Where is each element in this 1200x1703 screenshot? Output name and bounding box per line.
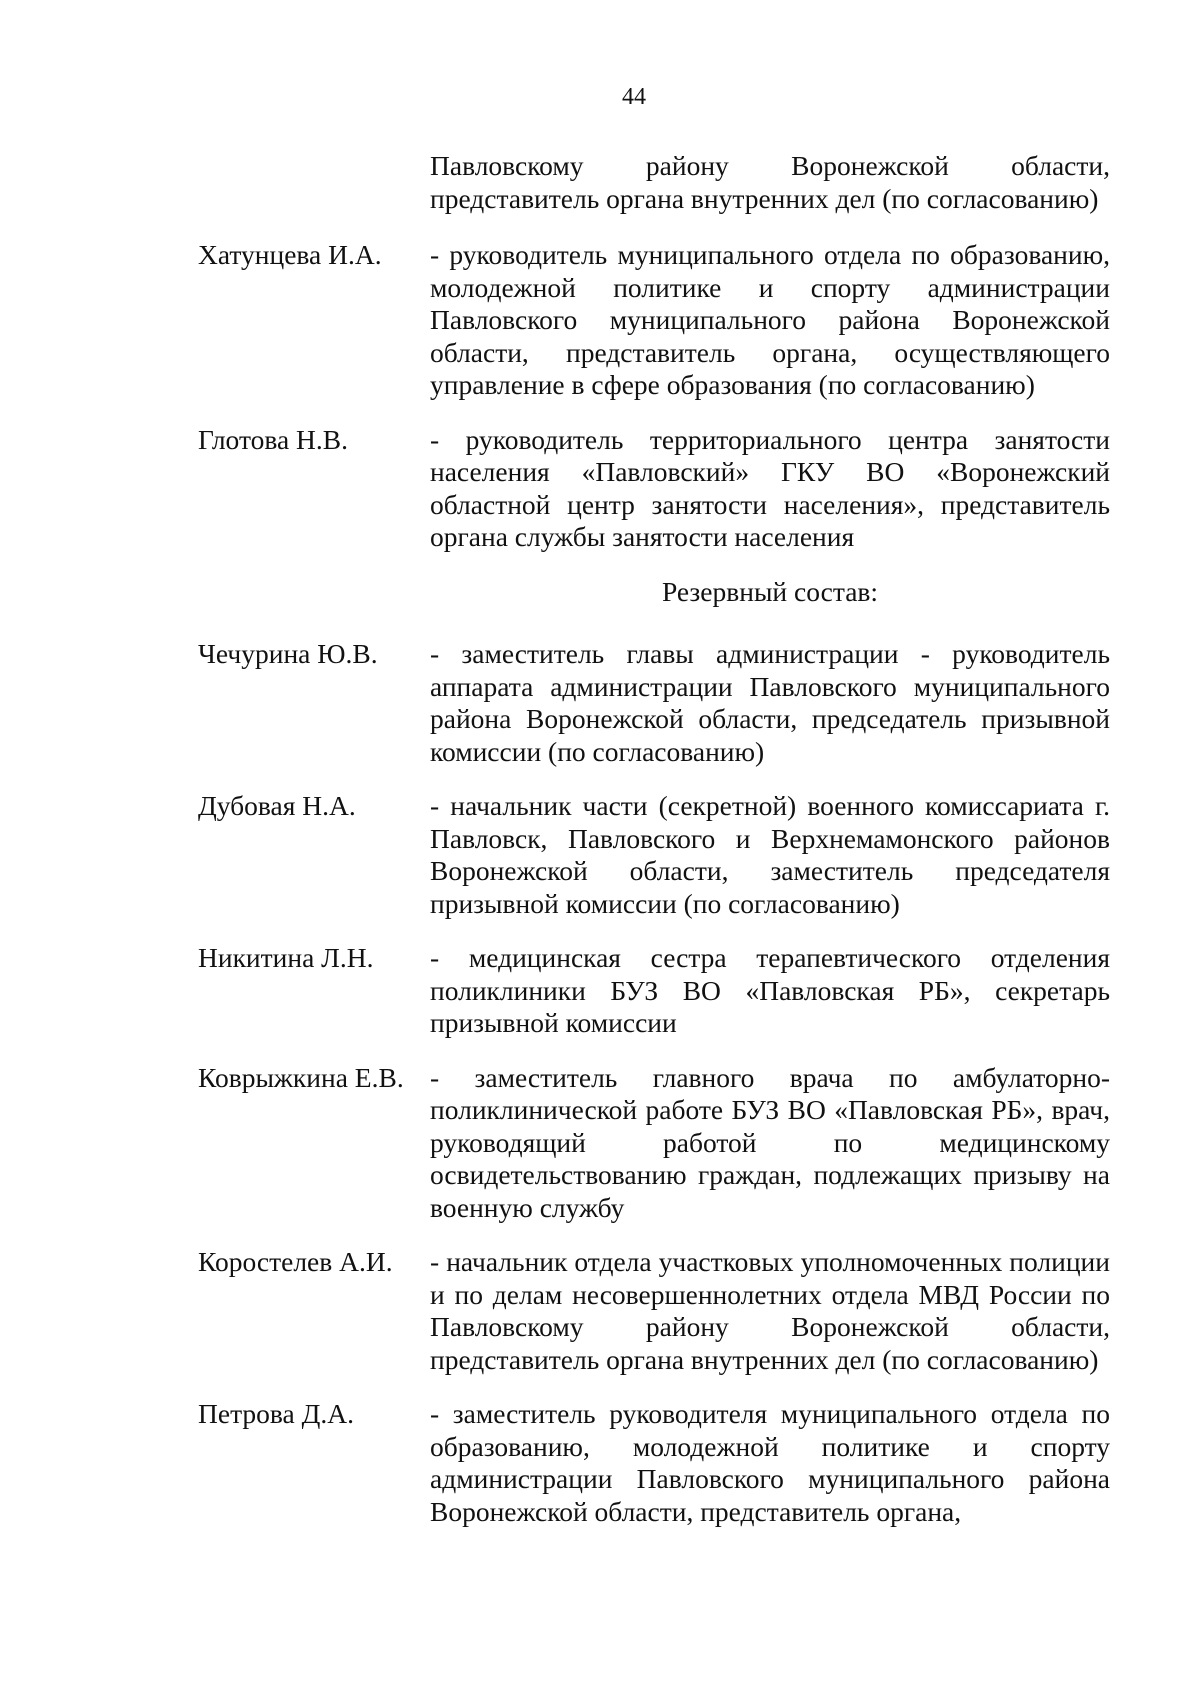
list-item bbox=[198, 790, 1110, 920]
member-role: Павловскому району Воронежской области, представитель органа внутренних дел (по согласованию) bbox=[430, 150, 1110, 214]
list-item bbox=[198, 1398, 1110, 1528]
list-item bbox=[198, 942, 1110, 1040]
member-role: - начальник части (секретной) военного комиссариата г. Павловск, Павловского и Верхнемамонского районов Воронежской области, заместитель председателя призывной комиссии (по согласованию) bbox=[430, 790, 1110, 919]
member-name: Дубовая Н.А. bbox=[198, 790, 356, 821]
member-name: Коростелев А.И. bbox=[198, 1246, 393, 1277]
member-name: Чечурина Ю.В. bbox=[198, 638, 378, 669]
list-item bbox=[198, 638, 1110, 768]
member-name: Хатунцева И.А. bbox=[198, 239, 382, 270]
list-item bbox=[198, 150, 1110, 215]
member-name: Петрова Д.А. bbox=[198, 1398, 354, 1429]
member-role: - заместитель главы администрации - руководитель аппарата администрации Павловского муниципального района Воронежской области, председатель призывной комиссии (по согласованию) bbox=[430, 638, 1110, 767]
reserve-heading: Резервный состав: bbox=[661, 575, 879, 607]
member-name bbox=[198, 150, 430, 215]
member-role: - заместитель главного врача по амбулаторно-поликлинической работе БУЗ ВО «Павловская РБ», врач, руководящий работой по медицинскому освидетельствованию граждан, подлежащих призыву на военную службу bbox=[430, 1061, 1110, 1223]
member-name: Глотова Н.В. bbox=[198, 423, 349, 455]
list-item bbox=[198, 1062, 1110, 1225]
member-role: - медицинская сестра терапевтического отделения поликлиники БУЗ ВО «Павловская РБ», секретарь призывной комиссии bbox=[430, 942, 1110, 1038]
page-number: 44 bbox=[622, 84, 646, 110]
list-item bbox=[198, 424, 1110, 554]
list-item bbox=[198, 239, 1110, 402]
member-list bbox=[198, 150, 1110, 1550]
list-item bbox=[198, 1246, 1110, 1376]
member-role: - начальник отдела участковых уполномоченных полиции и по делам несовершеннолетних отдела МВД России по Павловскому району Воронежской области, представитель органа внутренних дел (по согласованию) bbox=[430, 1246, 1110, 1375]
member-role: - руководитель территориального центра занятости населения «Павловский» ГКУ ВО «Воронежский областной центр занятости населения», представитель органа службы занятости населения bbox=[430, 423, 1110, 552]
member-role: - заместитель руководителя муниципального отдела по образованию, молодежной политике и спорту администрации Павловского муниципального района Воронежской области, представитель органа, bbox=[430, 1398, 1110, 1527]
member-name: Коврыжкина Е.В. bbox=[198, 1061, 404, 1093]
member-name: Никитина Л.Н. bbox=[198, 942, 374, 973]
member-role: - руководитель муниципального отдела по образованию, молодежной политике и спорту администрации Павловского муниципального района Воронежской области, представитель органа, осуществляющего управление в сфере образования (по согласованию) bbox=[430, 239, 1110, 400]
